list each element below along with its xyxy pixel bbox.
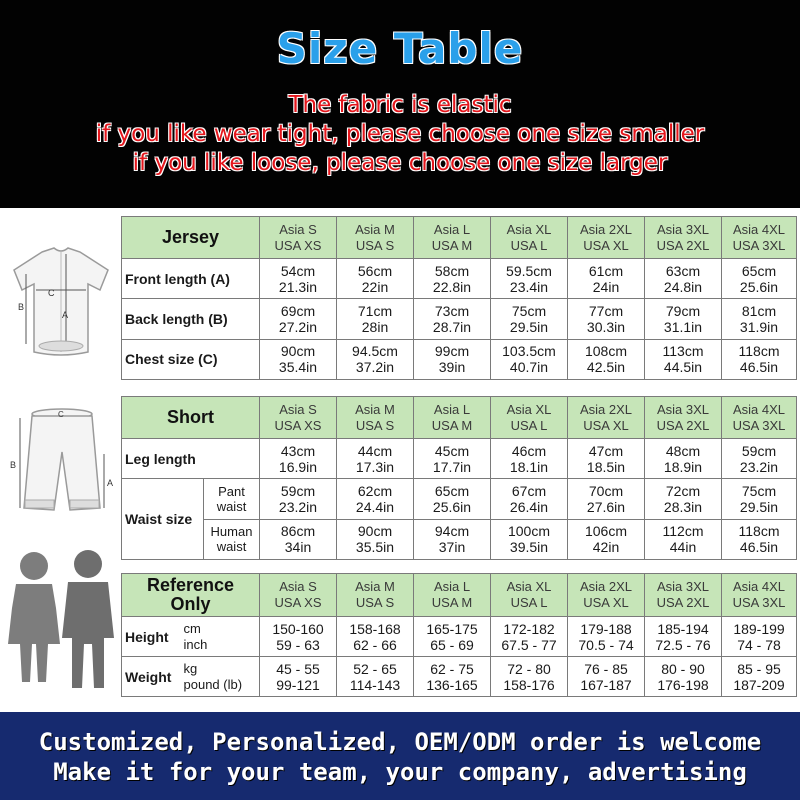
table-cell: 158-168 62 - 66	[337, 617, 414, 657]
table-row	[122, 299, 797, 339]
table-cell: 90cm 35.5in	[337, 519, 414, 559]
size-header: Asia M USA S	[337, 397, 414, 439]
table-cell: 59cm 23.2in	[260, 479, 337, 519]
table-cell: 45cm 17.7in	[414, 439, 491, 479]
short-diagram	[8, 404, 118, 524]
table-cell: 65cm 25.6in	[414, 479, 491, 519]
unit-label: cm inch	[182, 617, 260, 657]
table-cell: 43cm 16.9in	[260, 439, 337, 479]
size-header: Asia L USA M	[414, 574, 491, 617]
table-cell: 70cm 27.6in	[568, 479, 645, 519]
table-cell: 72cm 28.3in	[645, 479, 722, 519]
row-label: Height	[122, 617, 182, 657]
table-cell: 113cm 44.5in	[645, 339, 722, 379]
row-label: Weight	[122, 657, 182, 697]
size-header: Asia S USA XS	[260, 574, 337, 617]
size-header: Asia XL USA L	[491, 574, 568, 617]
table-cell: 99cm 39in	[414, 339, 491, 379]
size-header: Asia 4XL USA 3XL	[722, 217, 797, 259]
loose-note: if you like loose, please choose one size larger	[132, 150, 668, 176]
table-cell: 61cm 24in	[568, 259, 645, 299]
table-cell: 150-160 59 - 63	[260, 617, 337, 657]
table-cell: 69cm 27.2in	[260, 299, 337, 339]
table-row	[122, 259, 797, 299]
table-cell: 189-199 74 - 78	[722, 617, 797, 657]
table-cell: 185-194 72.5 - 76	[645, 617, 722, 657]
table-cell: 90cm 35.4in	[260, 339, 337, 379]
table-row	[122, 479, 797, 519]
male-figure-icon	[62, 550, 114, 688]
table-cell: 112cm 44in	[645, 519, 722, 559]
footer-banner	[0, 712, 800, 800]
short-table	[121, 396, 797, 560]
row-label: Waist size	[122, 479, 204, 560]
jersey-label-a: A	[62, 310, 69, 320]
table-cell: 47cm 18.5in	[568, 439, 645, 479]
jersey-diagram	[4, 244, 118, 364]
table-cell: 118cm 46.5in	[722, 339, 797, 379]
short-outline	[24, 416, 100, 510]
table-cell: 59.5cm 23.4in	[491, 259, 568, 299]
people-figures	[4, 548, 118, 698]
size-header: Asia L USA M	[414, 397, 491, 439]
table-cell: 54cm 21.3in	[260, 259, 337, 299]
size-header: Asia XL USA L	[491, 217, 568, 259]
table-cell: 80 - 90 176-198	[645, 657, 722, 697]
table-cell: 48cm 18.9in	[645, 439, 722, 479]
table-cell: 71cm 28in	[337, 299, 414, 339]
row-label: Back length (B)	[122, 299, 260, 339]
table-row	[122, 519, 797, 559]
short-title: Short	[122, 397, 260, 439]
table-cell: 52 - 65 114-143	[337, 657, 414, 697]
size-header: Asia 4XL USA 3XL	[722, 574, 797, 617]
table-cell: 58cm 22.8in	[414, 259, 491, 299]
size-header: Asia 2XL USA XL	[568, 574, 645, 617]
table-cell: 65cm 25.6in	[722, 259, 797, 299]
table-cell: 94.5cm 37.2in	[337, 339, 414, 379]
table-cell: 75cm 29.5in	[491, 299, 568, 339]
row-label: Chest size (C)	[122, 339, 260, 379]
page-title: Size Table	[276, 24, 524, 73]
sub-label: Pant waist	[204, 479, 260, 519]
jersey-label-c: C	[48, 288, 55, 298]
table-cell: 46cm 18.1in	[491, 439, 568, 479]
size-header: Asia L USA M	[414, 217, 491, 259]
table-cell: 108cm 42.5in	[568, 339, 645, 379]
size-header: Asia 2XL USA XL	[568, 217, 645, 259]
size-header: Asia 2XL USA XL	[568, 397, 645, 439]
table-row	[122, 439, 797, 479]
size-header: Asia M USA S	[337, 574, 414, 617]
table-cell: 118cm 46.5in	[722, 519, 797, 559]
unit-label: kg pound (lb)	[182, 657, 260, 697]
team-text: Make it for your team, your company, advertising	[53, 758, 747, 786]
size-header: Asia S USA XS	[260, 397, 337, 439]
reference-title: Reference Only	[122, 574, 260, 617]
size-header: Asia S USA XS	[260, 217, 337, 259]
table-cell: 62 - 75 136-165	[414, 657, 491, 697]
size-header: Asia M USA S	[337, 217, 414, 259]
table-cell: 179-188 70.5 - 74	[568, 617, 645, 657]
table-cell: 62cm 24.4in	[337, 479, 414, 519]
short-label-b: B	[10, 460, 17, 470]
custom-order-text: Customized, Personalized, OEM/ODM order is welcome	[38, 728, 762, 756]
table-cell: 44cm 17.3in	[337, 439, 414, 479]
short-label-c: C	[58, 410, 64, 419]
header-banner	[0, 0, 800, 208]
table-row	[122, 657, 797, 697]
jersey-title: Jersey	[122, 217, 260, 259]
table-row	[122, 617, 797, 657]
table-cell: 72 - 80 158-176	[491, 657, 568, 697]
table-row	[122, 339, 797, 379]
table-cell: 106cm 42in	[568, 519, 645, 559]
row-label: Leg length	[122, 439, 260, 479]
table-cell: 76 - 85 167-187	[568, 657, 645, 697]
table-cell: 165-175 65 - 69	[414, 617, 491, 657]
sub-label: Human waist	[204, 519, 260, 559]
table-cell: 103.5cm 40.7in	[491, 339, 568, 379]
table-cell: 79cm 31.1in	[645, 299, 722, 339]
table-cell: 56cm 22in	[337, 259, 414, 299]
row-label: Front length (A)	[122, 259, 260, 299]
table-cell: 94cm 37in	[414, 519, 491, 559]
size-header: Asia 3XL USA 2XL	[645, 217, 722, 259]
table-cell: 45 - 55 99-121	[260, 657, 337, 697]
table-cell: 172-182 67.5 - 77	[491, 617, 568, 657]
female-figure-icon	[8, 552, 60, 682]
table-cell: 77cm 30.3in	[568, 299, 645, 339]
jersey-label-b: B	[18, 302, 25, 312]
size-header: Asia XL USA L	[491, 397, 568, 439]
table-cell: 85 - 95 187-209	[722, 657, 797, 697]
table-cell: 67cm 26.4in	[491, 479, 568, 519]
table-cell: 86cm 34in	[260, 519, 337, 559]
size-header: Asia 4XL USA 3XL	[722, 397, 797, 439]
short-label-a: A	[107, 478, 114, 488]
tight-note: if you like wear tight, please choose one size smaller	[95, 121, 705, 147]
table-cell: 59cm 23.2in	[722, 439, 797, 479]
table-cell: 73cm 28.7in	[414, 299, 491, 339]
table-cell: 75cm 29.5in	[722, 479, 797, 519]
table-cell: 63cm 24.8in	[645, 259, 722, 299]
size-header: Asia 3XL USA 2XL	[645, 397, 722, 439]
table-cell: 100cm 39.5in	[491, 519, 568, 559]
table-cell: 81cm 31.9in	[722, 299, 797, 339]
reference-table	[121, 573, 797, 697]
jersey-table	[121, 216, 797, 380]
size-header: Asia 3XL USA 2XL	[645, 574, 722, 617]
elastic-note: The fabric is elastic	[288, 92, 512, 118]
